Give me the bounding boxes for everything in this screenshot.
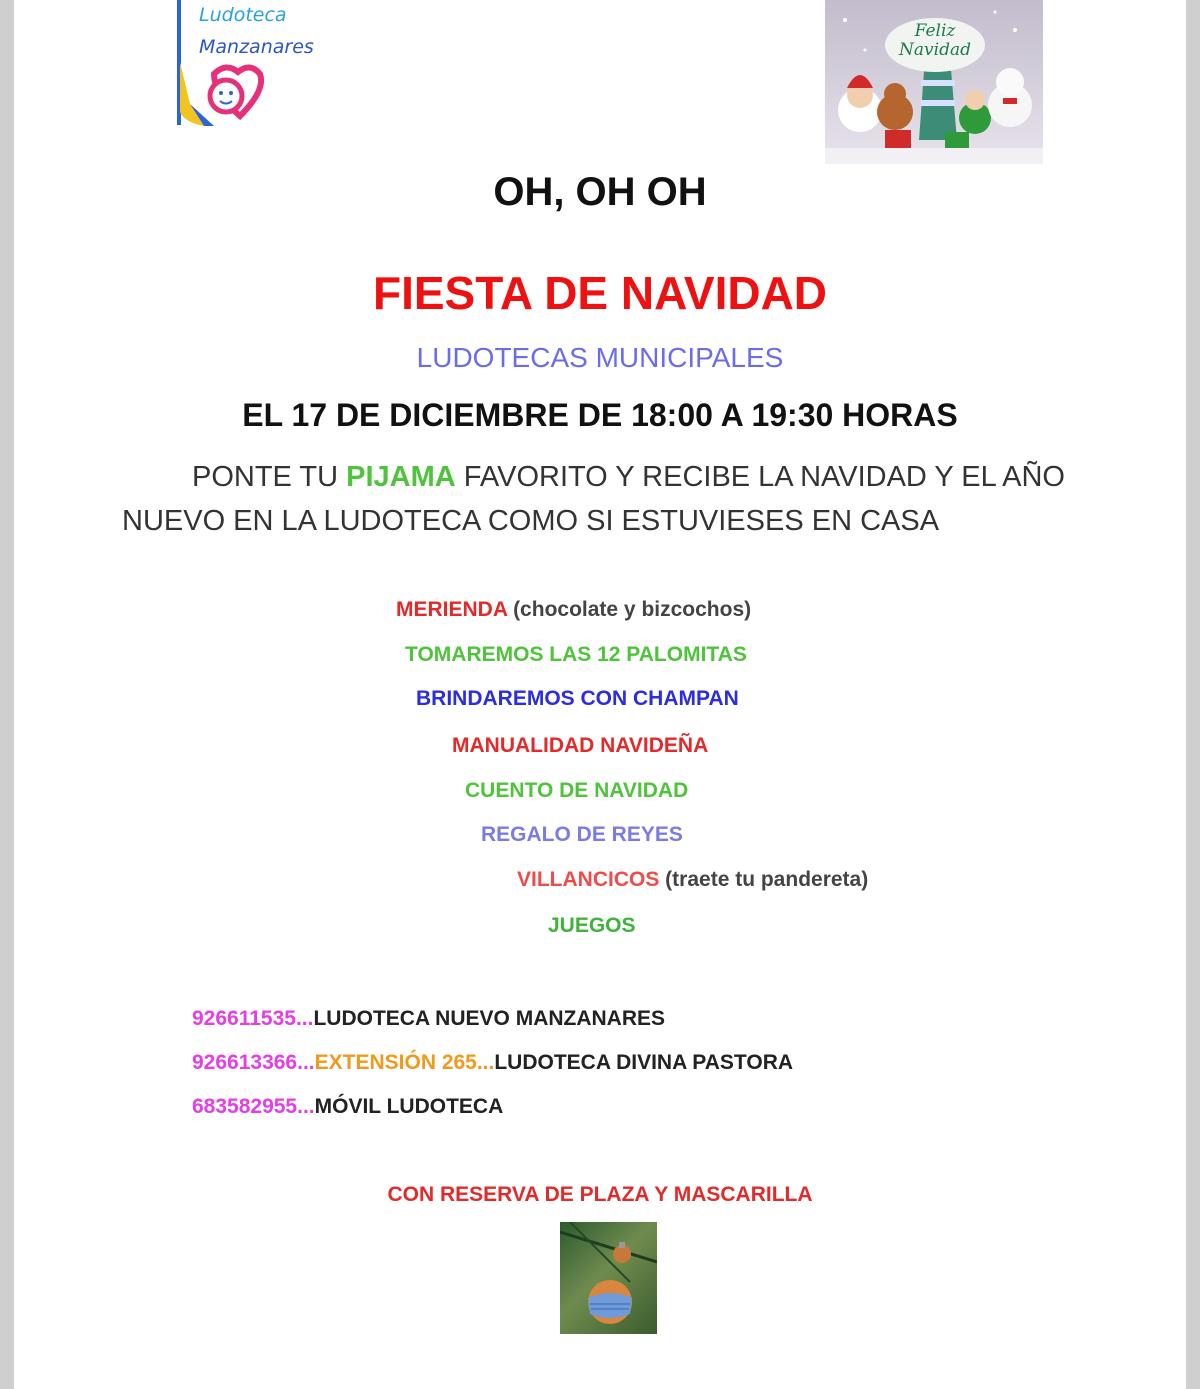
feliz-navidad-caption [885,18,985,72]
ludoteca-logo [174,0,344,140]
activity-label: MERIENDA [396,598,508,621]
document-page [14,0,1186,1389]
footer-notice: CON RESERVA DE PLAZA Y MASCARILLA [387,1183,813,1206]
activity-item [452,734,708,758]
event-date: EL 17 DE DICIEMBRE DE 18:00 A 19:30 HORAS [242,397,958,433]
contact-number: 683582955... [192,1095,315,1118]
logo-heart-icon [174,60,274,135]
activity-label: VILLANCICOS [517,868,660,891]
intro-paragraph [122,455,1082,543]
activity-label: TOMAREMOS LAS 12 PALOMITAS [405,643,747,666]
activity-label: JUEGOS [548,914,636,937]
activity-item [405,643,747,667]
activity-label: MANUALIDAD NAVIDEÑA [452,734,709,757]
contact-name: LUDOTECA DIVINA PASTORA [494,1051,794,1074]
contact-name: LUDOTECA NUEVO MANZANARES [313,1007,666,1030]
event-subtitle: LUDOTECAS MUNICIPALES [416,342,784,373]
contact-row [192,1051,793,1075]
logo-line2: Manzanares [199,36,314,58]
activity-item [517,868,868,892]
intro-before: PONTE TU [192,461,347,493]
heading: OH, OH OH [493,170,707,214]
card-title-line1: Feliz [914,21,956,41]
activity-item [481,823,683,847]
activity-item [416,687,739,711]
activity-label: REGALO DE REYES [481,823,683,846]
activity-label: BRINDAREMOS CON CHAMPAN [416,687,739,710]
contact-number: 926613366... [192,1051,315,1074]
ornament-mask-image [560,1222,657,1334]
card-title-line2: Navidad [899,40,971,60]
activity-item [465,779,688,803]
intro-after: FAVORITO Y RECIBE LA NAVIDAD Y EL AÑO NUEVO EN LA LUDOTECA COMO SI ESTUVIESES EN CASA [122,461,1065,537]
activity-label: CUENTO DE NAVIDAD [465,779,689,802]
feliz-navidad-image [825,0,1043,164]
contact-extension: EXTENSIÓN 265... [314,1051,495,1074]
logo-line1: Ludoteca [199,4,287,26]
activity-item [548,914,636,938]
intro-highlight: PIJAMA [346,461,456,493]
activity-note: (chocolate y bizcochos) [507,598,752,621]
contact-row [192,1095,503,1119]
contact-number: 926611535... [192,1007,314,1030]
contact-name: MÓVIL LUDOTECA [314,1095,504,1118]
activity-note: (traete tu pandereta) [659,868,869,891]
ornament-icon [560,1222,657,1334]
activity-item [396,598,751,622]
contact-row [192,1007,665,1031]
event-title: FIESTA DE NAVIDAD [372,267,828,319]
